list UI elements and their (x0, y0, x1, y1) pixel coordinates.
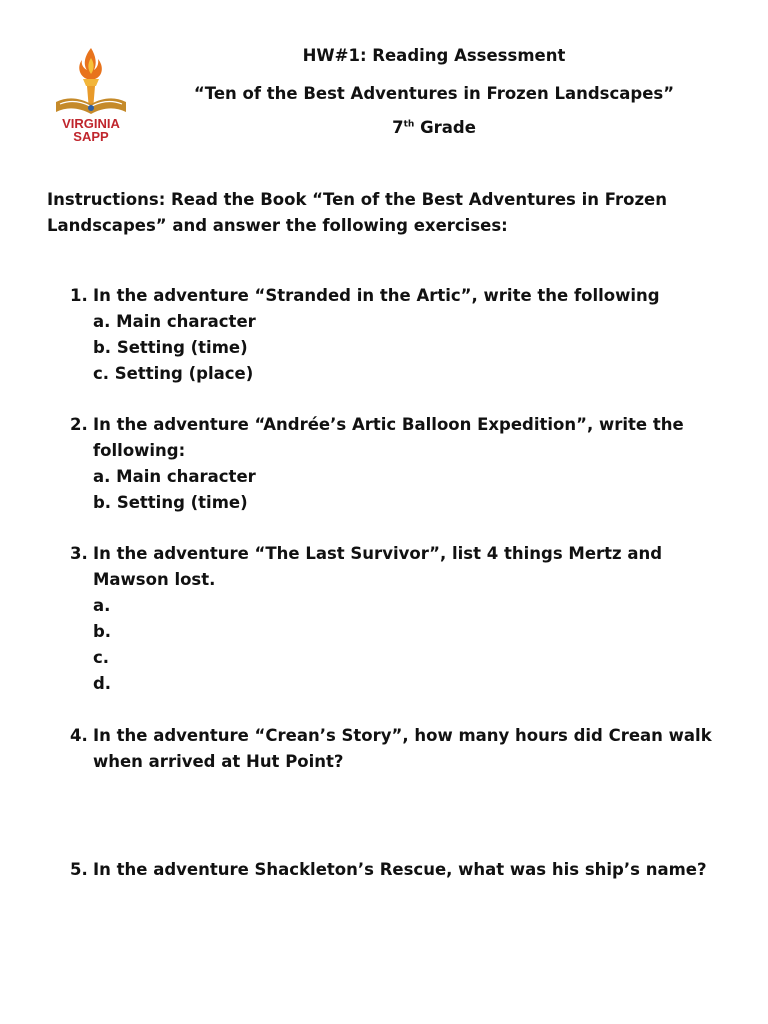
answer-item: b. (93, 622, 112, 641)
answer-item: b. Setting (time) (93, 493, 248, 512)
question-2 (70, 412, 720, 516)
book-title: “Ten of the Best Adventures in Frozen Landscapes” (193, 84, 675, 103)
question-text: In the adventure “Crean’s Story”, how many hours did Crean walk when arrived at Hut Point? (93, 726, 712, 771)
grade-number: 7 (392, 118, 404, 137)
question-3 (70, 541, 720, 697)
answer-item: c. Setting (place) (93, 364, 254, 383)
question-number: 4. (70, 726, 88, 745)
answer-item: b. Setting (time) (93, 338, 248, 357)
question-text: In the adventure “Andrée’s Artic Balloon Expedition”, write the following: (93, 415, 684, 460)
instructions-text: Instructions: Read the Book “Ten of the Best Adventures in Frozen Landscapes” and answer the following exercises: (47, 190, 667, 235)
question-number: 3. (70, 544, 88, 563)
answer-item: d. (93, 674, 112, 693)
question-number: 2. (70, 415, 88, 434)
question-text: In the adventure “The Last Survivor”, list 4 things Mertz and Mawson lost. (93, 544, 663, 589)
answer-item: a. Main character (93, 467, 256, 486)
question-4 (70, 723, 720, 775)
question-number: 5. (70, 860, 88, 879)
assignment-title: HW#1: Reading Assessment (302, 46, 566, 65)
answer-item: a. (93, 596, 111, 615)
question-text: In the adventure “Stranded in the Artic”, write the following (93, 286, 660, 305)
question-1 (70, 283, 720, 387)
question-number: 1. (70, 286, 88, 305)
answer-item: c. (93, 648, 110, 667)
answer-item: a. Main character (93, 312, 256, 331)
question-text: In the adventure Shackleton’s Rescue, what was his ship’s name? (93, 860, 707, 879)
grade-word: Grade (420, 118, 476, 137)
grade-suffix: th (403, 119, 415, 130)
question-5 (70, 857, 720, 883)
school-logo (50, 44, 132, 144)
grade-level (150, 118, 718, 137)
logo-text-line2: SAPP (73, 129, 109, 144)
logo-text-line1: VIRGINIA (62, 116, 120, 131)
